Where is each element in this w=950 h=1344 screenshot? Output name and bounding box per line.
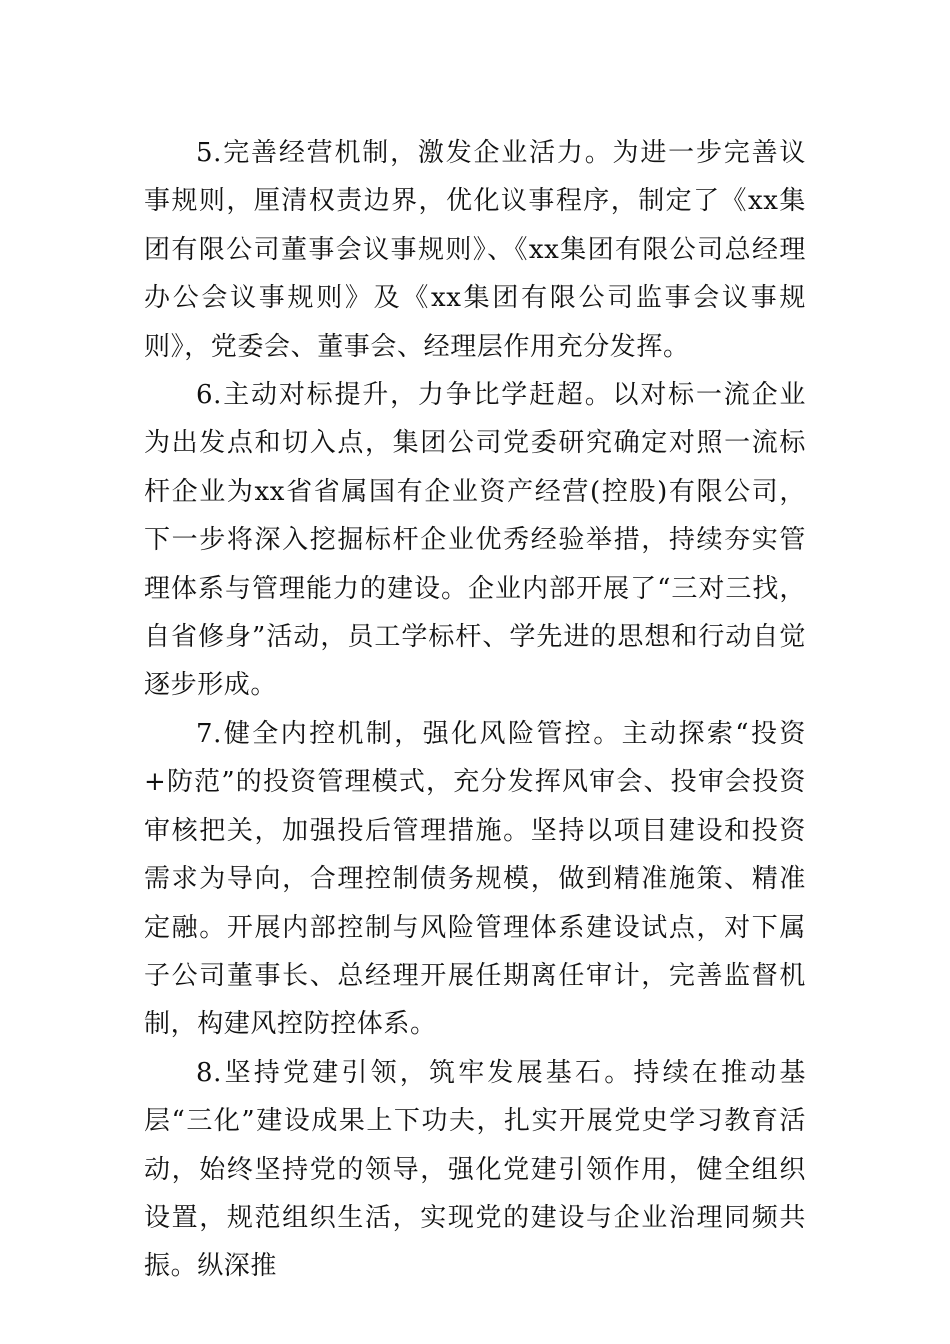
paragraph-7-internal-control: 7.健全内控机制，强化风险管控。主动探索“投资+防范”的投资管理模式，充分发挥风审会、投审会投资审核把关，加强投后管理措施。坚持以项目建设和投资需求为导向，合理控制债务规模，做到精准施策、精准定融。开展内部控制与风险管理体系建设试点，对下属子公司董事长、总经理开展任期离任审计，完善监督机制，构建风控防控体系。 [144, 718, 806, 1040]
paragraph-6-benchmarking: 6.主动对标提升，力争比学赶超。以对标一流企业为出发点和切入点，集团公司党委研究确定对照一流标杆企业为xx省省属国有企业资产经营(控股)有限公司，下一步将深入挖掘标杆企业优秀经验举措，持续夯实管理体系与管理能力的建设。企业内部开展了“三对三找，自省修身”活动，员工学标杆、学先进的思想和行动自觉逐步形成。 [144, 380, 806, 701]
paragraph-5-operating-mechanism: 5.完善经营机制，激发企业活力。为进一步完善议事规则，厘清权责边界，优化议事程序，制定了《xx集团有限公司董事会议事规则》、《xx集团有限公司总经理办公会议事规则》及《xx集团有限公司监事会议事规则》，党委会、董事会、经理层作用充分发挥。 [144, 138, 806, 362]
document-body [144, 129, 806, 1291]
paragraph-8-party-building: 8.坚持党建引领，筑牢发展基石。持续在推动基层“三化”建设成果上下功夫，扎实开展党史学习教育活动，始终坚持党的领导，强化党建引领作用，健全组织设置，规范组织生活，实现党的建设与企业治理同频共振。纵深推 [144, 1057, 806, 1282]
